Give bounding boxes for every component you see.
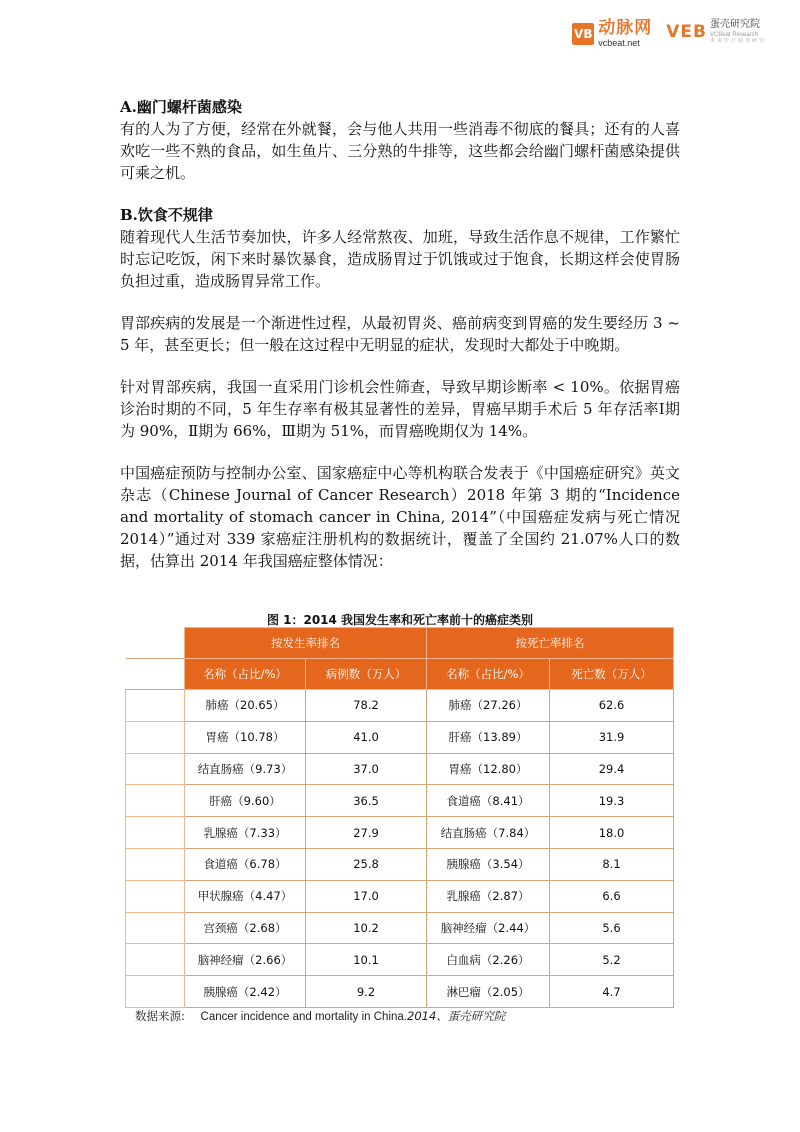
deaths-cell: 5.2 bbox=[550, 944, 674, 976]
mortality-name-cell: 肺癌（27.26） bbox=[427, 690, 550, 722]
incidence-name-cell: 胰腺癌（2.42） bbox=[185, 976, 306, 1008]
incidence-name-cell: 乳腺癌（7.33） bbox=[185, 817, 306, 849]
table-row bbox=[126, 848, 674, 880]
deaths-cell: 5.6 bbox=[550, 912, 674, 944]
deaths-cell: 19.3 bbox=[550, 785, 674, 817]
cancer-ranking-table bbox=[125, 627, 674, 1008]
paragraph-progress: 胃部疾病的发展是一个渐进性过程，从最初胃炎、癌前病变到胃癌的发生要经历 3 ~ 5 年，甚至更长；但一般在这过程中无明显的症状，发现时大都处于中晚期。 bbox=[120, 314, 680, 354]
rank-cell: No.10 bbox=[126, 976, 185, 1008]
deaths-cell: 18.0 bbox=[550, 817, 674, 849]
vcbeat-logo bbox=[572, 20, 652, 48]
table-row bbox=[126, 912, 674, 944]
rank-cell: No.9 bbox=[126, 944, 185, 976]
paragraph-screening: 针对胃部疾病，我国一直采用门诊机会性筛查，导致早期诊断率 < 10%。依据胃癌诊治时期的不同，5 年生存率有极其显著性的差异，胃癌早期手术后 5 年存活率Ⅰ期为 90%，Ⅱ期为 66%，Ⅲ期为 51%，而胃癌晚期仅为 14%。 bbox=[120, 378, 680, 440]
mortality-name-cell: 结直肠癌（7.84） bbox=[427, 817, 550, 849]
vb-logo-name: 动脉网 bbox=[598, 18, 653, 38]
veb-logo-sub: VCBeat Research bbox=[709, 32, 759, 38]
table-row bbox=[126, 721, 674, 753]
cases-cell: 10.1 bbox=[306, 944, 427, 976]
incidence-name-cell: 食道癌（6.78） bbox=[185, 848, 306, 880]
table-row bbox=[126, 976, 674, 1008]
table-row bbox=[126, 880, 674, 912]
mortality-name-cell: 食道癌（8.41） bbox=[427, 785, 550, 817]
rank-cell: No.8 bbox=[126, 912, 185, 944]
mortality-name-cell: 肝癌（13.89） bbox=[427, 721, 550, 753]
rank-cell: No.1 bbox=[126, 690, 185, 722]
veb-mark-icon: VEB bbox=[666, 22, 707, 42]
mortality-name-cell: 乳腺癌（2.87） bbox=[427, 880, 550, 912]
incidence-name-cell: 脑神经瘤（2.66） bbox=[185, 944, 306, 976]
header-blank bbox=[126, 659, 185, 690]
incidence-name-cell: 肝癌（9.60） bbox=[185, 785, 306, 817]
header-logos bbox=[572, 20, 766, 48]
deaths-cell: 4.7 bbox=[550, 976, 674, 1008]
veb-logo-tagline: 未来医疗服务研究 bbox=[709, 38, 766, 44]
source-italic: 2014、蛋壳研究院 bbox=[407, 1009, 506, 1023]
deaths-cell: 6.6 bbox=[550, 880, 674, 912]
mortality-name-cell: 白血病（2.26） bbox=[427, 944, 550, 976]
source-label: 数据来源: bbox=[135, 1009, 185, 1023]
cases-cell: 10.2 bbox=[306, 912, 427, 944]
cases-cell: 27.9 bbox=[306, 817, 427, 849]
document-body bbox=[120, 96, 680, 572]
mortality-name-cell: 胃癌（12.80） bbox=[427, 753, 550, 785]
header-incidence-group: 按发生率排名 bbox=[185, 628, 427, 659]
header-mortality-group: 按死亡率排名 bbox=[427, 628, 674, 659]
cases-cell: 37.0 bbox=[306, 753, 427, 785]
rank-cell: No.6 bbox=[126, 848, 185, 880]
deaths-cell: 62.6 bbox=[550, 690, 674, 722]
deaths-cell: 8.1 bbox=[550, 848, 674, 880]
header-incidence-name: 名称（占比/%） bbox=[185, 659, 306, 690]
source-text: Cancer incidence and mortality in China. bbox=[200, 1011, 407, 1023]
cases-cell: 25.8 bbox=[306, 848, 427, 880]
cases-cell: 78.2 bbox=[306, 690, 427, 722]
section-b-title: B.饮食不规律 bbox=[120, 206, 213, 224]
header-mortality-name: 名称（占比/%） bbox=[427, 659, 550, 690]
cases-cell: 36.5 bbox=[306, 785, 427, 817]
section-a-title: A.幽门螺杆菌感染 bbox=[120, 98, 242, 116]
vb-mark-icon: VB bbox=[572, 23, 594, 45]
rank-cell: No.7 bbox=[126, 880, 185, 912]
cases-cell: 41.0 bbox=[306, 721, 427, 753]
data-source-note bbox=[135, 1008, 505, 1024]
table-title: 图 1：2014 我国发生率和死亡率前十的癌症类别 bbox=[266, 613, 534, 627]
veb-logo-name: 蛋壳研究院 bbox=[709, 19, 760, 30]
table-row bbox=[126, 785, 674, 817]
incidence-name-cell: 宫颈癌（2.68） bbox=[185, 912, 306, 944]
rank-cell: No.5 bbox=[126, 817, 185, 849]
table-row bbox=[126, 690, 674, 722]
deaths-cell: 31.9 bbox=[550, 721, 674, 753]
section-a-text: 有的人为了方便，经常在外就餐，会与他人共用一些消毒不彻底的餐具；还有的人喜欢吃一些不熟的食品，如生鱼片、三分熟的牛排等，这些都会给幽门螺杆菌感染提供可乘之机。 bbox=[120, 120, 680, 182]
mortality-name-cell: 脑神经瘤（2.44） bbox=[427, 912, 550, 944]
table-row bbox=[126, 944, 674, 976]
section-b-text: 随着现代人生活节奏加快，许多人经常熬夜、加班，导致生活作息不规律，工作繁忙时忘记吃饭，闲下来时暴饮暴食，造成肠胃过于饥饿或过于饱食，长期这样会使胃肠负担过重，造成肠胃异常工作。 bbox=[120, 228, 680, 290]
table-row bbox=[126, 753, 674, 785]
incidence-name-cell: 甲状腺癌（4.47） bbox=[185, 880, 306, 912]
incidence-name-cell: 结直肠癌（9.73） bbox=[185, 753, 306, 785]
incidence-name-cell: 胃癌（10.78） bbox=[185, 721, 306, 753]
mortality-name-cell: 淋巴瘤（2.05） bbox=[427, 976, 550, 1008]
table-row bbox=[126, 817, 674, 849]
paragraph-source: 中国癌症预防与控制办公室、国家癌症中心等机构联合发表于《中国癌症研究》英文杂志（Chinese Journal of Cancer Research）2018 年第 3 期的“Incidence and mortality of stomach cancer in China, 2014”（中国癌症发病与死亡情况 2014）”通过对 339 家癌症注册机构的数据统计，覆盖了全国约 21.07%人口的数据，估算出 2014 年我国癌症整体情况： bbox=[120, 464, 680, 570]
incidence-name-cell: 肺癌（20.65） bbox=[185, 690, 306, 722]
vcbeat-research-logo bbox=[666, 20, 766, 44]
cases-cell: 17.0 bbox=[306, 880, 427, 912]
rank-cell: No.3 bbox=[126, 753, 185, 785]
header-deaths: 死亡数（万人） bbox=[550, 659, 674, 690]
header-cases: 病例数（万人） bbox=[306, 659, 427, 690]
cases-cell: 9.2 bbox=[306, 976, 427, 1008]
deaths-cell: 29.4 bbox=[550, 753, 674, 785]
rank-cell: No.2 bbox=[126, 721, 185, 753]
header-blank bbox=[126, 628, 185, 659]
rank-cell: No.4 bbox=[126, 785, 185, 817]
mortality-name-cell: 胰腺癌（3.54） bbox=[427, 848, 550, 880]
vb-logo-url: vcbeat.net bbox=[598, 38, 640, 48]
